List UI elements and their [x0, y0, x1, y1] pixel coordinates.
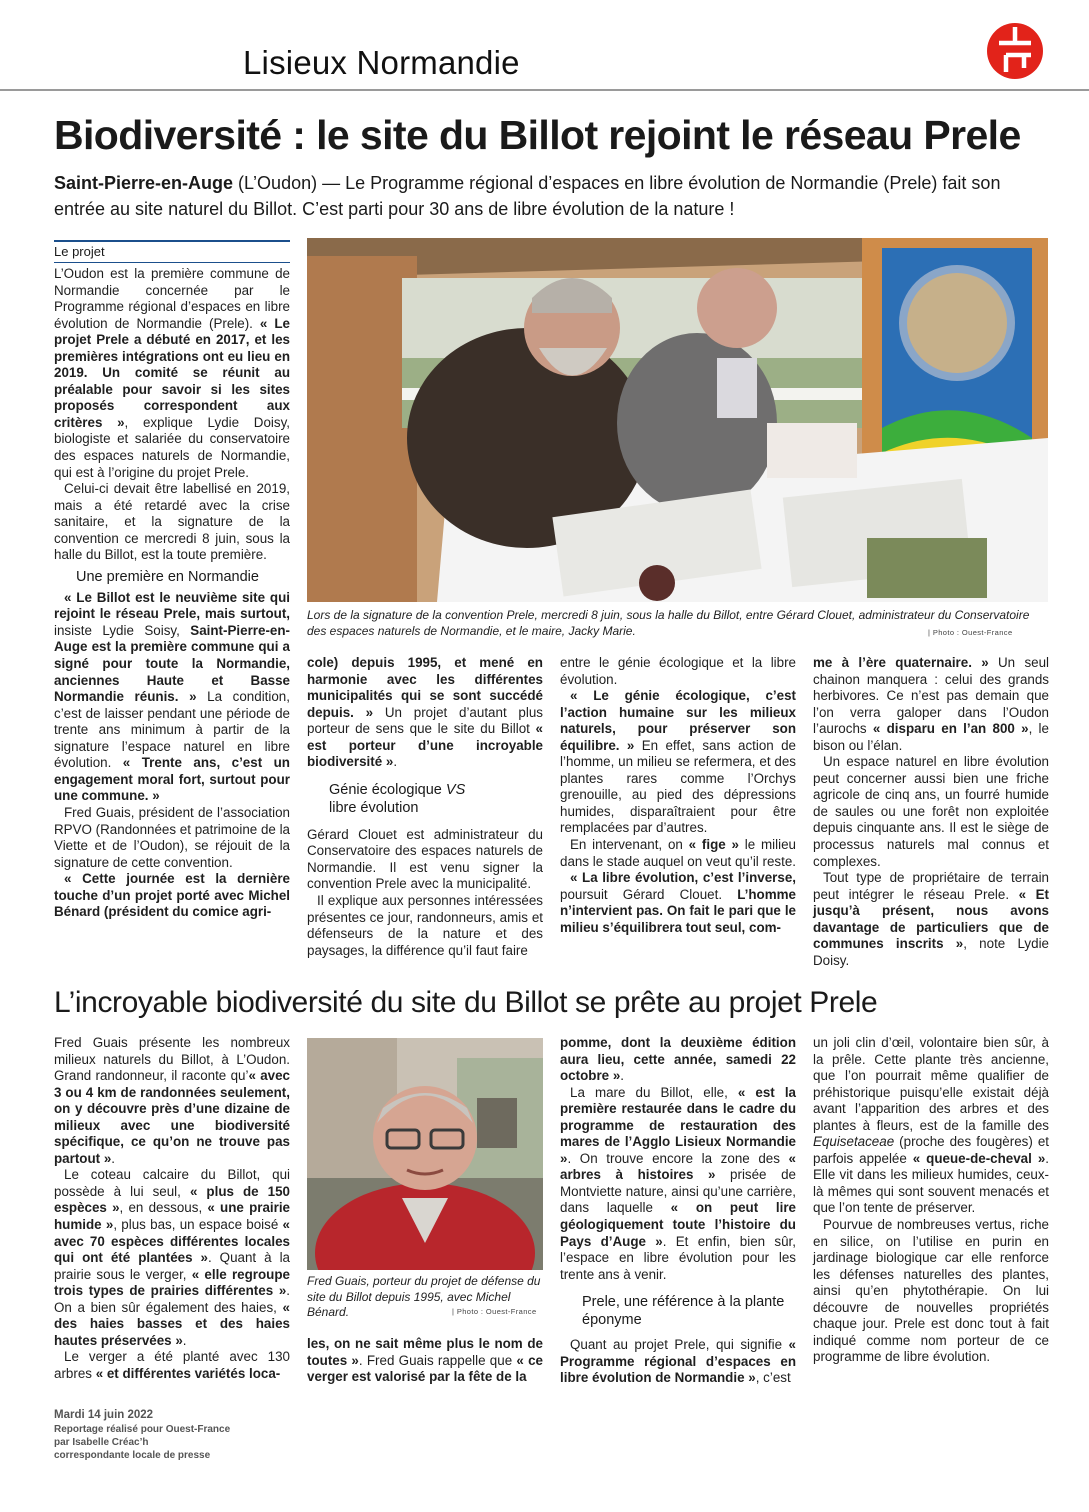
portrait-photo: [307, 1038, 543, 1270]
paragraph: entre le génie écologique et la libre évolution.: [560, 655, 796, 687]
subhead-part: libre évolution: [329, 799, 419, 816]
paragraph: Le coteau calcaire du Billot, qui possède à lui seul, « plus de 150 espèces », en dessous, « une prairie humide », plus bas, un espace boisé « avec 70 espèces différentes locales qui ont été plantées ». Quant à la prairie sous le verger, « elle regroupe trois types de prairies différentes ». On a bien sûr également des haies, « des haies basses et des haies hautes préservées ».: [54, 1167, 291, 1348]
rubric-rule-bottom: [54, 262, 290, 263]
paragraph: Un espace naturel en libre évolution peut concerner aussi bien une friche agricole de cinq ans, un fourré humide de saules ou une forêt non exploitée depuis cinquante ans. Il est le siège de processus naturels mal connus et complexes.: [813, 754, 1049, 869]
article1-column-2: [307, 655, 543, 959]
paragraph: Fred Guais présente les nombreux milieux naturels du Billot, à L’Oudon. Grand randonneur, il raconte qu’« avec 3 ou 4 km de randonnées seulement, on y découvre près d’une dizaine de milieux avec une biodiversité spécifique, ce qu’on ne trouve pas partout ».: [54, 1035, 290, 1166]
paragraph: cole) depuis 1995, et mené en harmonie avec les différentes municipalités qui se sont succédé depuis. » Un projet d’autant plus porteur de sens que le site du Billot « est porteur d’une incroyable biodiversité ».: [307, 655, 543, 770]
subhead: Une première en Normandie: [76, 568, 259, 585]
paragraph: me à l’ère quaternaire. » Un seul chainon manquera : celui des grands herbivores. Ce n’est pas demain que l’on verra galoper dans l’Oudon l’aurochs « disparu en l’an 800 », le bison ou l’élan.: [813, 655, 1050, 753]
paragraph: « Le génie écologique, c’est l’action humaine sur les milieux naturels, pour préserver son équilibre. » En effet, sans action de l’homme, un milieu se refermera, et des plantes rares comme l’Orchys grenouille, au pied des dépressions humides, disparaîtraient pour être remplacées par d’autres.: [560, 688, 796, 836]
article1-column-3: [560, 655, 796, 936]
article2-column-4: [813, 1035, 1049, 1366]
dateline-detail: (L’Oudon) —: [233, 173, 346, 193]
paragraph: Pourvue de nombreuses vertus, riche en silice, on l’utilise en purin en jardinage biologique car elle renforce les défenses naturelles des plantes, ainsi qu’en phytothérapie. On lui découvre de nouvelles propriétés chaque jour. Prele est donc tout à fait indiqué comme nom porteur de ce programme de libre évolution.: [813, 1217, 1049, 1365]
article2-column-3: [560, 1035, 796, 1387]
footer-credits: [54, 1408, 230, 1462]
article2-column-1: [54, 1035, 290, 1382]
caption-text: Fred Guais, porteur du projet de défense du site du Billot depuis 1995, avec Michel Bénard.: [307, 1274, 541, 1319]
subhead: Prele, une référence à la plante éponyme: [582, 1294, 785, 1329]
ouest-france-logo-icon: [986, 22, 1044, 80]
footer-line: Reportage réalisé pour Ouest-France: [54, 1424, 231, 1435]
paragraph: Gérard Clouet est administrateur du Conservatoire des espaces naturels de Normandie. Il est venu signer la convention Prele avec la municipalité.: [307, 826, 543, 892]
header-rule: [0, 89, 1089, 91]
section-title: Lisieux Normandie: [243, 44, 520, 81]
article2-column-2: [307, 1336, 543, 1386]
paragraph: Quant au projet Prele, qui signifie « Programme régional d’espaces en libre évolution de Normandie », c’est: [560, 1337, 796, 1386]
paragraph: Tout type de propriétaire de terrain peut intégrer le réseau Prele. « Et jusqu’à présent, nous avons davantage de particuliers que de communes inscrits », note Lydie Doisy.: [813, 870, 1049, 968]
subhead: [307, 771, 543, 821]
standfirst-text: Le Programme régional d’espaces en libre évolution de Normandie (Prele) fait son entrée au site naturel du Billot. C’est parti pour 30 ans de libre évolution de la nature !: [54, 173, 1001, 219]
photo-credit: | Photo : Ouest-France: [928, 628, 1013, 637]
paragraph: Fred Guais, président de l’association RPVO (Randonnées et patrimoine de la Viette et de l’Oudon), se réjouit de la signature de cette convention.: [54, 804, 290, 870]
footer-line: correspondante locale de presse: [54, 1450, 211, 1461]
article2-headline: L’incroyable biodiversité du site du Billot se prête au projet Prele: [54, 986, 878, 1019]
article1-column-1: [54, 266, 290, 921]
subhead-part: Génie écologique: [329, 781, 446, 798]
footer-line: par Isabelle Créac’h: [54, 1437, 149, 1448]
article-standfirst: [54, 170, 1054, 222]
portrait-credit: | Photo : Ouest-France: [452, 1307, 537, 1316]
paragraph: En intervenant, on « fige » le milieu dans le stade auquel on veut qu’il reste.: [560, 837, 796, 869]
caption-text: Lors de la signature de la convention Prele, mercredi 8 juin, sous la halle du Billot, entre Gérard Clouet, administrateur du Conservatoire des espaces naturels de Normandie, et le maire, Jacky Marie.: [307, 608, 1030, 638]
paragraph: Le verger a été planté avec 130 arbres « et différentes variétés loca-: [54, 1349, 290, 1381]
paragraph: Il explique aux personnes intéressées présentes ce jour, randonneurs, amis et défenseurs de la nature et des paysages, la différence qu’il faut faire: [307, 893, 543, 958]
paragraph: pomme, dont la deuxième édition aura lieu, cette année, samedi 22 octobre ».: [560, 1035, 796, 1084]
dateline-place: Saint-Pierre-en-Auge: [54, 173, 234, 193]
paragraph: L’Oudon est la première commune de Normandie concernée par le Programme régional d’espaces en libre évolution de Normandie (Prele). « Le projet Prele a débuté en 2017, et les premières intégrations ont eu lieu en 2019. Un comité se réunit au préalable pour savoir si les sites proposés correspondent aux critères », explique Lydie Doisy, biologiste et salariée du conservatoire des espaces naturels de Normandie, qui est à l’origine du projet Prele.: [54, 266, 291, 480]
paragraph: les, on ne sait même plus le nom de toutes ». Fred Guais rappelle que « ce verger est valorisé par la fête de la: [307, 1336, 544, 1385]
paragraph: La mare du Billot, elle, « est la première restaurée dans le cadre du programme de restauration des mares de l’Agglo Lisieux Normandie ». On trouve encore la zone des « arbres à histoires » prisée de Montviette nature, ainsi qu’une carrière, dans laquelle « on peut lire géologiquement toute l’histoire du Pays d’Auge ». Et enfin, bien sûr, l’espace en libre évolution pour les trente ans à venir.: [560, 1084, 796, 1282]
article1-column-4: [813, 655, 1049, 969]
paragraph: « La libre évolution, c’est l’inverse, poursuit Gérard Clouet. L’homme n’intervient pas. On fait le pari que le milieu s’équilibrera tout seul, com-: [560, 870, 796, 935]
footer-date: Mardi 14 juin 2022: [54, 1409, 154, 1421]
rubric-rule-top: [54, 240, 290, 242]
rubric-label: Le projet: [54, 244, 105, 259]
paragraph: Celui-ci devait être labellisé en 2019, mais a été retardé avec la crise sanitaire, et la signature de la convention ce mercredi 8 juin, sous la halle du Billot, est la toute première.: [54, 481, 290, 563]
signing-photo: [307, 238, 1048, 602]
paragraph: « Le Billot est le neuvième site qui rejoint le réseau Prele, mais surtout, insiste Lydie Soisy, Saint-Pierre-en-Auge est la première commune qui a signé pour toute la Normandie, anciennes Haute et Basse Normandie réunis. » La condition, c’est de laisser pendant une période de trente ans minimum à partir de la signature l’espace naturel en libre évolution. « Trente ans, c’est un engagement moral fort, surtout pour une commune. »: [54, 589, 290, 804]
subhead-vs: VS: [445, 781, 466, 798]
paragraph: un joli clin d’œil, volontaire bien sûr, à la prêle. Cette plante très ancienne, que l’on pourrait même qualifier de préhistorique puisqu’elle existait déjà avant l’apparition des arbres et des plantes à fleurs, est de la famille des Equisetaceae (proche des fougères) et parfois appelée « queue-de-cheval ». Elle vit dans les milieux humides, ceux-là mêmes qui sont souvent menacés et que l’on tente de préserver.: [813, 1035, 1049, 1216]
paragraph: « Cette journée est la dernière touche d’un projet porté avec Michel Bénard (président du comice agri-: [54, 871, 290, 920]
article-headline: Biodiversité : le site du Billot rejoint le réseau Prele: [54, 112, 1021, 158]
